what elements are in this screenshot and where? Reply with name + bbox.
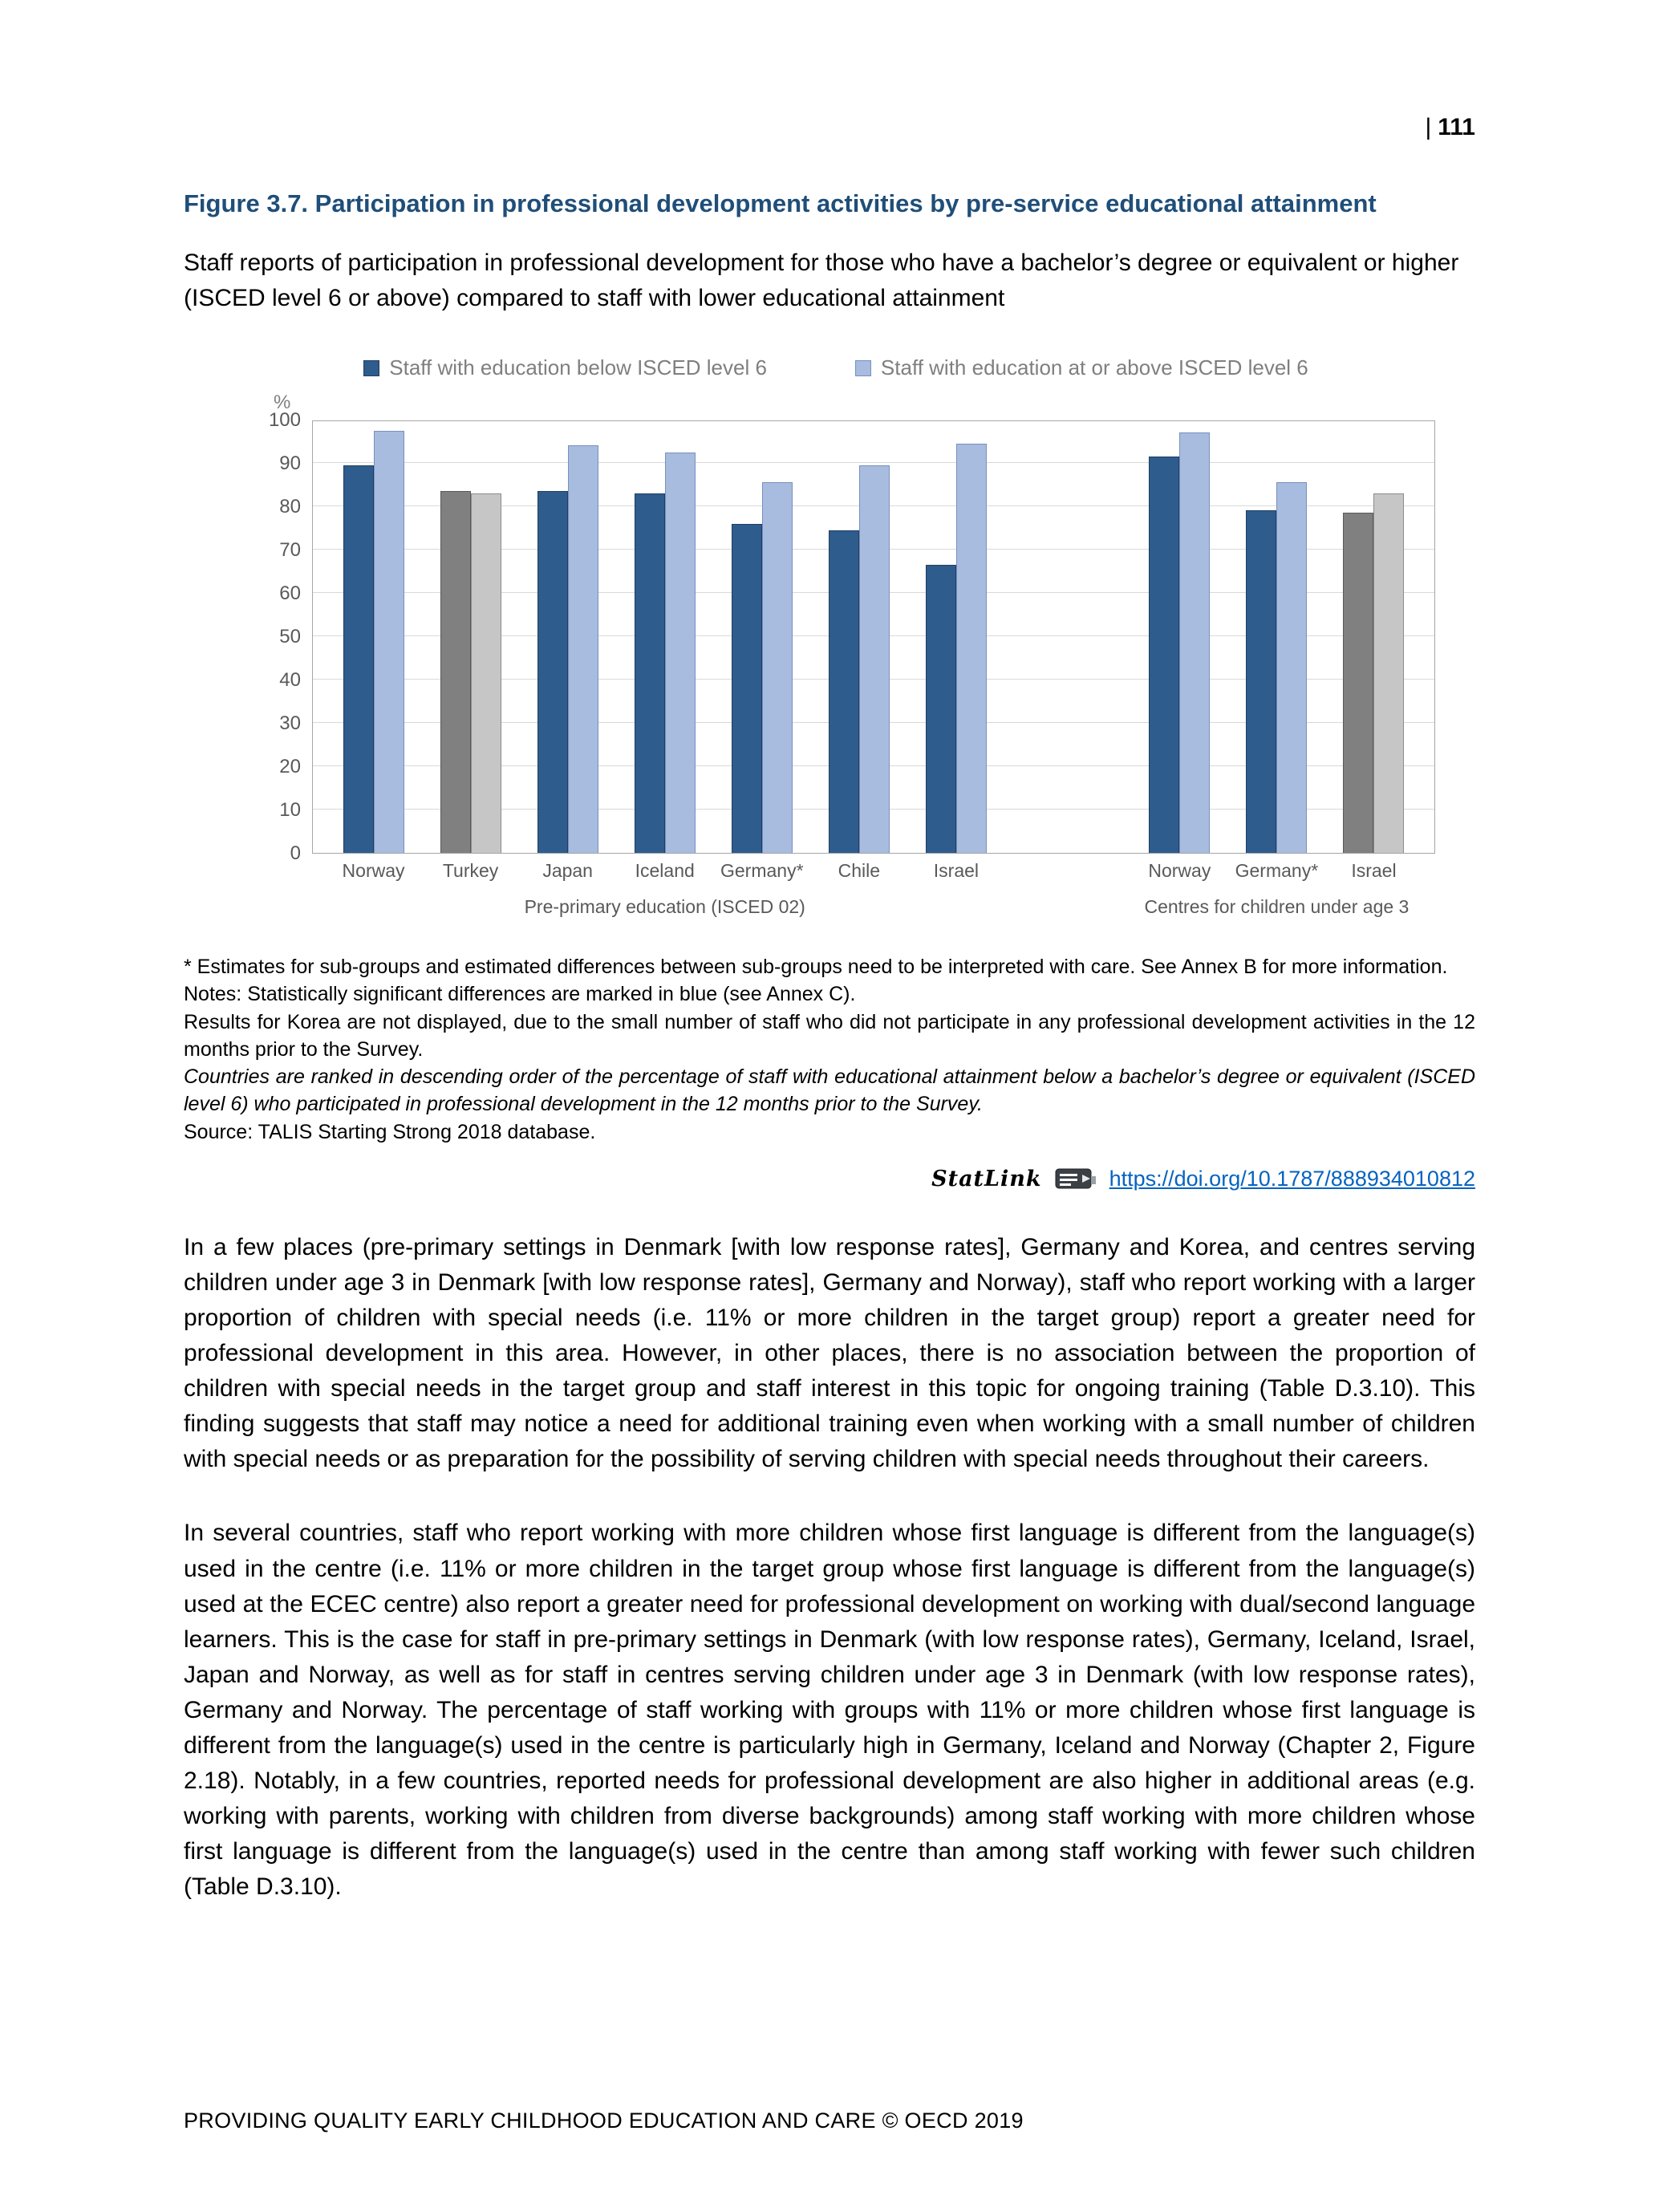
bar-below-isced6-germany- (1246, 510, 1276, 853)
bar-above-isced6-chile (859, 465, 890, 853)
note-source: Source: TALIS Starting Strong 2018 database. (184, 1120, 596, 1143)
figure-chart (232, 355, 1440, 918)
bar-below-isced6-japan (537, 491, 568, 853)
bar-group-israel (1324, 493, 1422, 853)
axis-section-labels (312, 896, 1435, 918)
axis-sections-row (232, 882, 1440, 918)
y-tick-label: 0 (290, 842, 301, 865)
y-tick-label: 60 (279, 582, 301, 605)
figure-title: Figure 3.7. Participation in professional development activities by pre-service educational attainment (184, 189, 1377, 217)
figure-subtitle: Staff reports of participation in professional development for those who have a bachelor’s degree or equivalent or higher (ISCED level 6 or above) compared to staff with lower educational attainment (184, 250, 1459, 311)
section-gap (1004, 896, 1130, 918)
bar-above-isced6-germany- (1276, 482, 1307, 853)
x-tick-label: Germany* (720, 860, 804, 882)
bar-group-germany- (1227, 482, 1324, 853)
axis-section-label: Pre-primary education (ISCED 02) (524, 896, 805, 918)
legend-label-above-isced6: Staff with education at or above ISCED level 6 (880, 355, 1308, 380)
body-paragraph-1: In a few places (pre-primary settings in Denmark [with low response rates], Germany and Korea, and centres serving children under age 3 in Denmark [with low response rates], Germany and Norway), staff who report working with a larger proportion of children with special needs (i.e. 11% or more children in the target group) report a greater need for professional development in this area. However, in other places, there is no association between the proportion of children with special needs in the target group and staff interest in this topic for ongoing training (Table D.3.10). This finding suggests that staff may notice a need for additional training even when working with a small number of children with special needs or as preparation for the possibility of serving children with special needs throughout their careers. (184, 1233, 1475, 1473)
y-tick-label: 30 (279, 712, 301, 735)
legend-marker-below-isced6-icon (363, 360, 379, 376)
bar-above-isced6-germany- (762, 482, 793, 853)
x-tick-label: Germany* (1235, 860, 1319, 882)
legend-item-below-isced6 (363, 355, 767, 380)
bar-below-isced6-norway (343, 465, 374, 853)
x-axis-labels-row (232, 854, 1440, 882)
note-korea: Results for Korea are not displayed, due to the small number of staff who did not participate in any professional development activities in the 12 months prior to the Survey. (184, 1010, 1475, 1061)
y-axis (232, 409, 312, 865)
bar-group-norway (1130, 432, 1227, 853)
axis-section-label: Centres for children under age 3 (1144, 896, 1410, 918)
bar-group-iceland (617, 453, 714, 854)
x-tick-label: Norway (1148, 860, 1211, 882)
bar-group-israel (907, 444, 1004, 853)
bar-group-japan (520, 445, 617, 853)
page-content (184, 0, 1475, 1905)
bar-above-isced6-turkey (471, 493, 501, 853)
bar-below-isced6-israel (1343, 513, 1373, 853)
bar-above-isced6-japan (568, 445, 598, 853)
x-tick-label: Iceland (635, 860, 695, 882)
bar-above-isced6-norway (374, 431, 404, 854)
bar-above-isced6-norway (1179, 432, 1210, 853)
bar-groups (313, 421, 1434, 853)
page-number (184, 0, 1475, 141)
bar-below-isced6-chile (829, 530, 859, 853)
statlink-url[interactable]: https://doi.org/10.1787/888934010812 (1109, 1166, 1475, 1191)
bar-below-isced6-israel (926, 565, 956, 853)
note-estimates: * Estimates for sub-groups and estimated differences between sub-groups need to be interpreted with care. See Annex B for more information. (184, 956, 1448, 979)
bar-below-isced6-norway (1149, 457, 1179, 853)
bar-above-isced6-israel (956, 444, 987, 853)
x-axis-labels (312, 860, 1435, 882)
legend-item-above-isced6 (855, 355, 1308, 380)
bar-group-germany- (714, 482, 811, 853)
bar-below-isced6-germany- (732, 524, 762, 853)
y-tick-label: 10 (279, 799, 301, 822)
y-tick-label: 70 (279, 539, 301, 562)
bar-above-isced6-iceland (665, 453, 696, 854)
y-tick-label: 80 (279, 496, 301, 518)
page-footer: PROVIDING QUALITY EARLY CHILDHOOD EDUCATION AND CARE © OECD 2019 (184, 2109, 1024, 2133)
note-significance: Notes: Statistically significant differences are marked in blue (see Annex C). (184, 983, 856, 1006)
x-tick-label: Japan (542, 860, 593, 882)
bar-below-isced6-iceland (635, 493, 665, 853)
y-axis-unit-label: % (274, 392, 291, 414)
y-tick-label: 40 (279, 669, 301, 692)
bar-group-norway (326, 431, 423, 854)
bar-group-turkey (423, 491, 520, 853)
section-gap (1004, 860, 1130, 882)
y-tick-label: 90 (279, 453, 301, 475)
page-number-separator: | (1425, 114, 1432, 140)
plot-area (312, 420, 1435, 854)
y-tick-label: 50 (279, 626, 301, 648)
statlink-logo: StatLink (931, 1166, 1042, 1191)
statlink-row (184, 1167, 1475, 1191)
y-axis-spacer (232, 882, 312, 918)
y-tick-label: 20 (279, 756, 301, 778)
note-ranking: Countries are ranked in descending order of the percentage of staff with educational attainment below a bachelor’s degree or equivalent (ISCED level 6) who participated in professional development in the 12 months prior to the Survey. (184, 1065, 1475, 1116)
statlink-icon[interactable] (1055, 1167, 1097, 1191)
legend-label-below-isced6: Staff with education below ISCED level 6 (389, 355, 767, 380)
figure-notes (184, 953, 1475, 1146)
chart-legend (232, 355, 1440, 380)
body-paragraph-2: In several countries, staff who report working with more children whose first language is different from the language(s) used in the centre (i.e. 11% or more children in the target group whose first language is different from the language(s) used at the ECEC centre) also report a greater need for professional development on working with dual/second language learners. This is the case for staff in pre-primary settings in Denmark (with low response rates), Germany, Iceland, Israel, Japan and Norway, as well as for staff in centres serving children under age 3 in Denmark (with low response rates), Germany and Norway. The percentage of staff working with groups with 11% or more children whose first language is different from the language(s) used in the centre is particularly high in Germany, Iceland and Norway (Chapter 2, Figure 2.18). Notably, in a few countries, reported needs for professional development are also higher in additional areas (e.g. working with parents, working with children from diverse backgrounds) among staff working with more children whose first language is different from the language(s) used in the centre than among staff working with fewer such children (Table D.3.10). (184, 1520, 1475, 1901)
x-tick-label: Turkey (442, 860, 499, 882)
legend-marker-above-isced6-icon (855, 360, 871, 376)
x-tick-label: Norway (342, 860, 405, 882)
bar-group-chile (810, 465, 907, 853)
y-tick-label: 100 (268, 409, 301, 432)
page-number-value: 111 (1438, 114, 1475, 140)
x-tick-label: Chile (838, 860, 881, 882)
x-tick-label: Israel (1351, 860, 1397, 882)
bar-below-isced6-turkey (440, 491, 471, 853)
bar-above-isced6-israel (1373, 493, 1404, 853)
plot-grid (232, 392, 1440, 865)
x-tick-label: Israel (933, 860, 980, 882)
